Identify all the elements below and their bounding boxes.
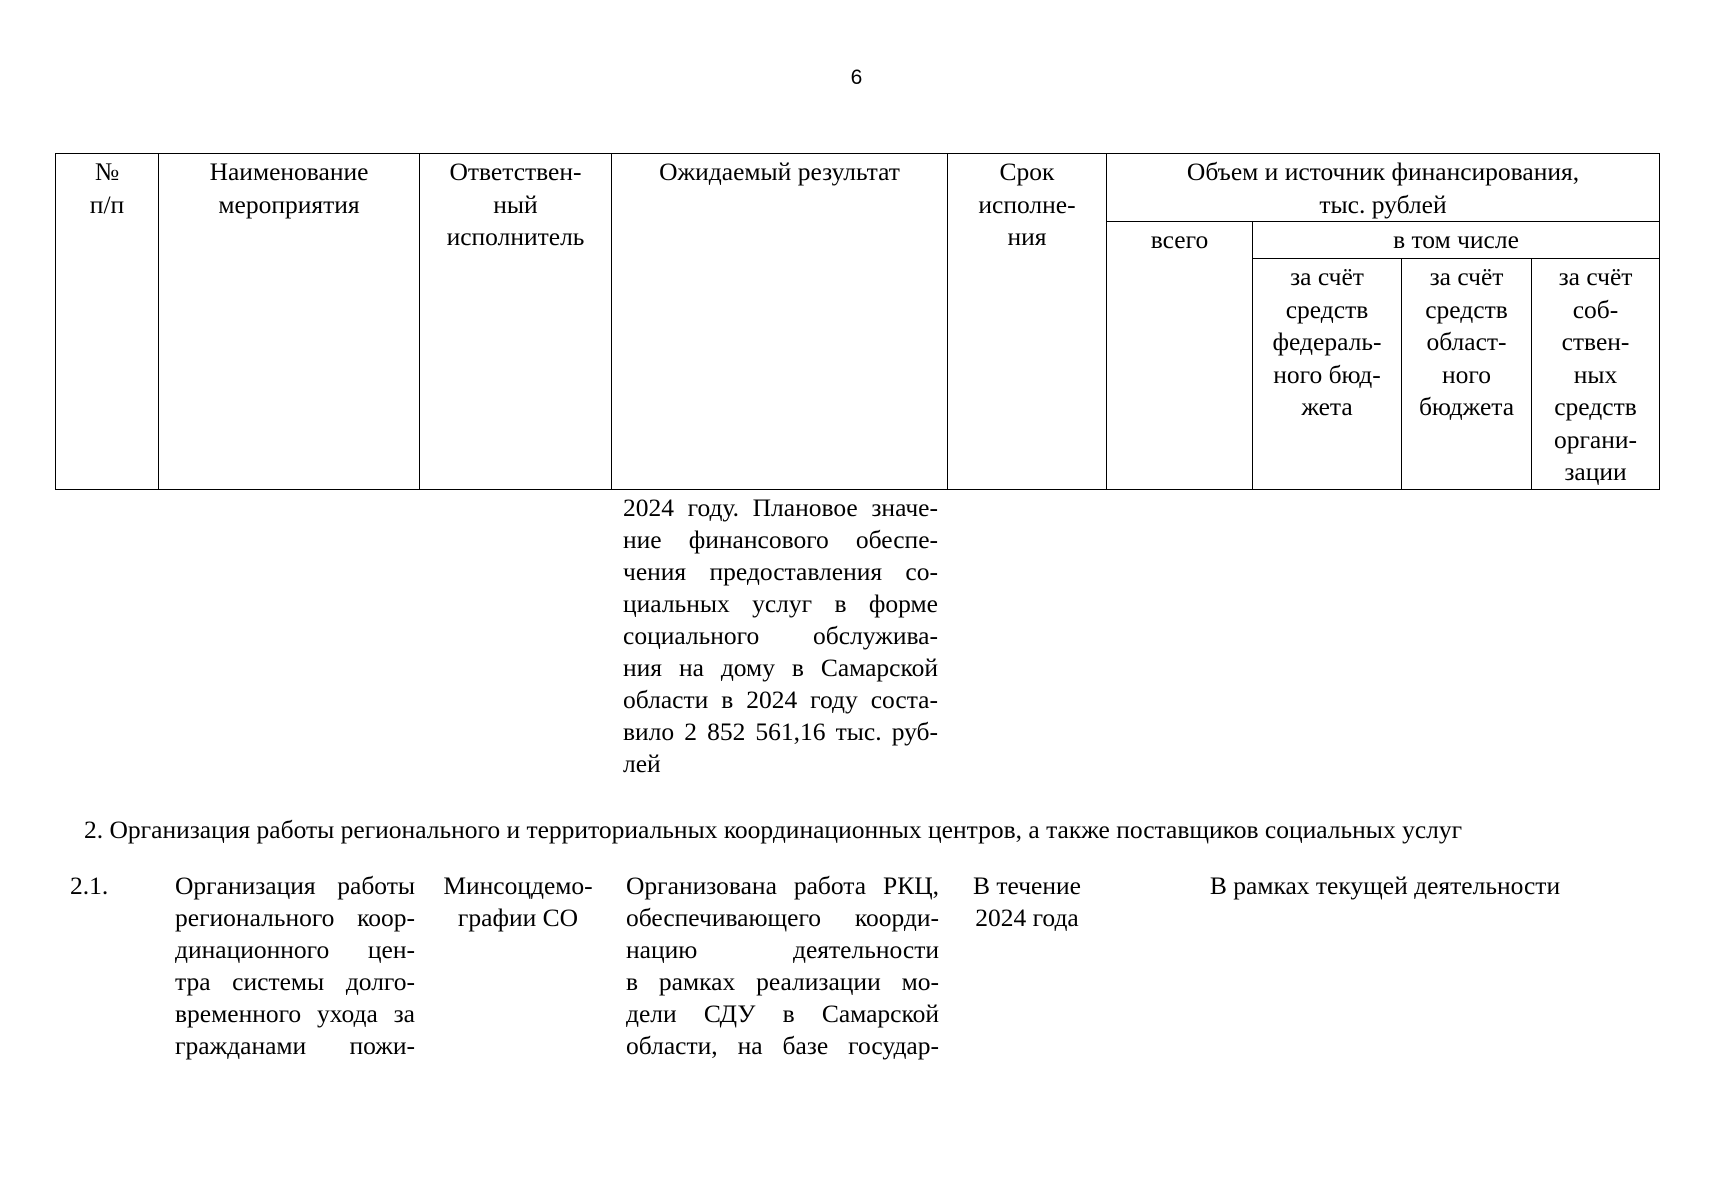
row-financing: В рамках текущей деятельности	[1209, 871, 1561, 900]
header-name: Наименование мероприятия	[159, 154, 420, 490]
header-own: за счёт соб- ствен- ных средств органи- зации	[1532, 259, 1660, 490]
header-term: Срок исполне- ния	[948, 154, 1107, 490]
table-header	[55, 153, 1660, 490]
header-num: № п/п	[56, 154, 159, 490]
header-regional: за счёт средств област- ного бюджета	[1402, 259, 1532, 490]
row-term: В течение 2024 года	[973, 871, 1081, 932]
header-finance: Объем и источник финансирования, тыс. рублей	[1107, 154, 1660, 222]
row-responsible: Минсоцдемо- графии СО	[443, 871, 593, 932]
section-title: 2. Организация работы регионального и территориальных координационных центров, а также поставщиков социальных услуг	[84, 815, 1463, 844]
header-total: всего	[1107, 222, 1253, 490]
header-responsible: Ответствен- ный исполнитель	[420, 154, 612, 490]
result-continuation: 2024 году. Плановое значе- ние финансового обеспе- чения предоставления со- циальных услуг в форме социального обслужива- ния на дому в Самарской области в 2024 году соста- вило 2 852 561,16 тыс. руб- лей	[623, 493, 938, 778]
header-federal: за счёт средств федераль- ного бюд- жета	[1253, 259, 1402, 490]
row-number: 2.1.	[70, 871, 109, 900]
header-result: Ожидаемый результат	[612, 154, 948, 490]
row-name: Организация работы регионального коор- динационного цен- тра системы долго- временного ухода за гражданами пожи-	[175, 871, 415, 1060]
row-result: Организована работа РКЦ, обеспечивающего коорди- нацию деятельности в рамках реализации мо- дели СДУ в Самарской области, на базе государ-	[626, 871, 939, 1060]
header-including: в том числе	[1253, 222, 1660, 259]
page-number: 6	[850, 66, 863, 89]
